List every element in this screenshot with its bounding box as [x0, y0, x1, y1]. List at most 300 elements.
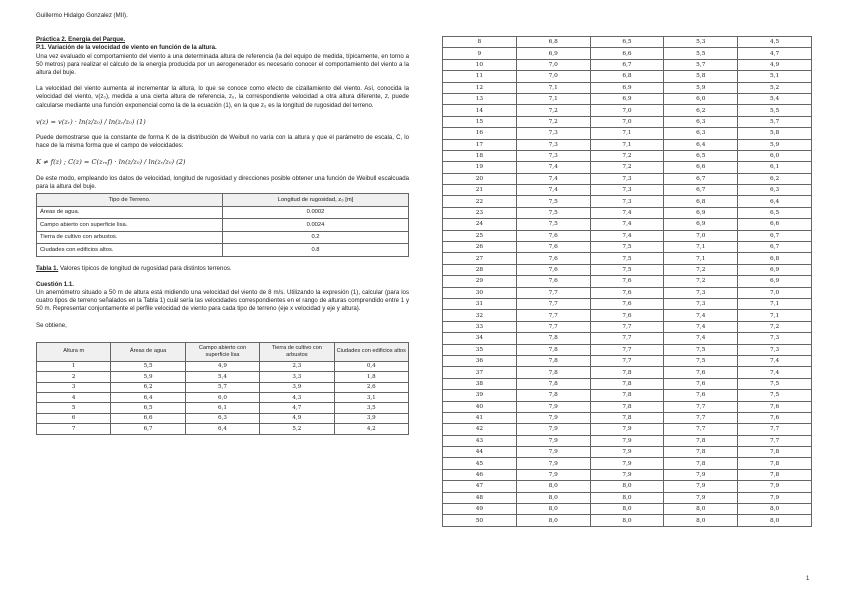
- velocity-cell: 7,6: [516, 230, 590, 241]
- height-cell: 24: [443, 219, 517, 230]
- velocity-cell: 7,8: [516, 378, 590, 389]
- terrain-cell: Tierra de cultivo con arbustos.: [37, 231, 223, 244]
- velocity-cell: 6,4: [111, 392, 185, 402]
- velocity-cell: 4,5: [738, 37, 812, 48]
- velocity-cell: 8,0: [664, 504, 738, 515]
- velocity-cell: 7,5: [664, 355, 738, 366]
- table-row: [37, 424, 409, 434]
- velocity-cell: 7,3: [516, 128, 590, 139]
- velocity-cell: 7,3: [664, 287, 738, 298]
- velocity-cell: 5,3: [664, 37, 738, 48]
- velocity-cell: 6,9: [664, 207, 738, 218]
- velocity-cell: 7,7: [738, 435, 812, 446]
- velocity-cell: 6,2: [111, 382, 185, 392]
- velocity-cell: 5,9: [111, 372, 185, 382]
- velocity-cell: 6,8: [664, 196, 738, 207]
- table-row: [443, 492, 812, 503]
- terrain-cell: Campo abierto con superficie lisa.: [37, 219, 223, 232]
- velocity-cell: 7,9: [516, 469, 590, 480]
- velocity-cell: 6,3: [185, 413, 259, 423]
- velocity-header-farmland: Tierra de cultivo con arbustos: [260, 342, 334, 361]
- height-cell: 44: [443, 447, 517, 458]
- velocity-cell: 7,1: [664, 242, 738, 253]
- velocity-cell: 2,6: [334, 382, 408, 392]
- velocity-cell: 7,8: [738, 469, 812, 480]
- velocity-cell: 7,8: [590, 390, 664, 401]
- velocity-cell: 7,0: [664, 230, 738, 241]
- height-cell: 10: [443, 59, 517, 70]
- height-cell: 6: [37, 413, 111, 423]
- formula-2: K ≠ f(z) ; C(z) = C(zᵣₑf) · ln(z/z₀) / ln(zᵣ/z₀) (2): [36, 158, 186, 167]
- table-row: [443, 253, 812, 264]
- velocity-cell: 6,6: [738, 219, 812, 230]
- height-cell: 14: [443, 105, 517, 116]
- velocity-cell: 4,9: [260, 413, 334, 423]
- velocity-cell: 7,7: [590, 321, 664, 332]
- velocity-cell: 6,9: [738, 264, 812, 275]
- table-row: [443, 150, 812, 161]
- height-cell: 9: [443, 48, 517, 59]
- velocity-cell: 7,9: [516, 412, 590, 423]
- velocity-cell: 7,5: [516, 219, 590, 230]
- right-column: [442, 36, 812, 527]
- velocity-cell: 4,7: [738, 48, 812, 59]
- table-row: [443, 412, 812, 423]
- velocity-cell: 8,0: [516, 492, 590, 503]
- velocity-cell: 7,9: [590, 447, 664, 458]
- height-cell: 8: [443, 37, 517, 48]
- caption-label: Tabla 1.: [36, 264, 59, 272]
- velocity-cell: 7,6: [590, 298, 664, 309]
- table-row: [37, 413, 409, 423]
- height-cell: 20: [443, 173, 517, 184]
- velocity-cell: 5,7: [738, 116, 812, 127]
- velocity-cell: 7,2: [516, 105, 590, 116]
- velocity-cell: 7,7: [516, 310, 590, 321]
- velocity-cell: 6,0: [185, 392, 259, 402]
- caption-text: Valores típicos de longitud de rugosidad para distintos terrenos.: [58, 264, 232, 272]
- height-cell: 43: [443, 435, 517, 446]
- velocity-cell: 7,7: [590, 344, 664, 355]
- roughness-header-terrain: Tipo de Terreno.: [37, 194, 223, 207]
- velocity-cell: 7,8: [590, 401, 664, 412]
- table-row: [443, 298, 812, 309]
- velocity-cell: 7,2: [516, 116, 590, 127]
- velocity-cell: 7,5: [590, 264, 664, 275]
- table-row: [443, 504, 812, 515]
- velocity-cell: 7,4: [664, 321, 738, 332]
- velocity-cell: 7,6: [516, 276, 590, 287]
- velocity-cell: 7,2: [590, 162, 664, 173]
- velocity-cell: 7,7: [590, 333, 664, 344]
- velocity-cell: 6,9: [664, 219, 738, 230]
- height-cell: 32: [443, 310, 517, 321]
- velocity-cell: 6,9: [590, 93, 664, 104]
- velocity-cell: 7,6: [590, 276, 664, 287]
- velocity-cell: 7,2: [664, 264, 738, 275]
- table-row: [443, 185, 812, 196]
- velocity-cell: 7,6: [516, 253, 590, 264]
- height-cell: 25: [443, 230, 517, 241]
- table-row: [443, 219, 812, 230]
- velocity-cell: 5,9: [664, 82, 738, 93]
- roughness-table: [36, 193, 409, 257]
- velocity-cell: 7,1: [590, 128, 664, 139]
- result-intro: Se obtiene,: [36, 321, 67, 329]
- velocity-cell: 6,3: [738, 185, 812, 196]
- velocity-cell: 7,0: [590, 105, 664, 116]
- velocity-cell: 7,7: [664, 401, 738, 412]
- subsection-title: P.1. Variación de la velocidad de viento en función de la altura.: [36, 44, 217, 52]
- velocity-cell: 5,8: [738, 128, 812, 139]
- velocity-cell: 6,7: [664, 185, 738, 196]
- velocity-cell: 7,2: [664, 276, 738, 287]
- velocity-cell: 7,9: [738, 492, 812, 503]
- velocity-table-part-1: [36, 342, 409, 435]
- velocity-cell: 7,4: [516, 173, 590, 184]
- velocity-cell: 8,0: [516, 515, 590, 526]
- height-cell: 45: [443, 458, 517, 469]
- height-cell: 31: [443, 298, 517, 309]
- formula-1: v(z) = v(zᵣ) · ln(z/z₀) / ln(zᵣ/z₀) (1): [36, 117, 146, 126]
- velocity-cell: 6,4: [185, 424, 259, 434]
- table-row: [443, 310, 812, 321]
- height-cell: 1: [37, 361, 111, 371]
- velocity-cell: 7,4: [664, 310, 738, 321]
- velocity-cell: 7,7: [664, 412, 738, 423]
- velocity-cell: 4,3: [260, 392, 334, 402]
- velocity-cell: 7,2: [590, 150, 664, 161]
- height-cell: 38: [443, 378, 517, 389]
- velocity-cell: 7,6: [590, 287, 664, 298]
- height-cell: 39: [443, 390, 517, 401]
- table-row: [443, 230, 812, 241]
- velocity-cell: 7,8: [590, 367, 664, 378]
- velocity-cell: 4,9: [185, 361, 259, 371]
- velocity-cell: 6,6: [111, 413, 185, 423]
- table-row: [443, 276, 812, 287]
- velocity-cell: 7,1: [590, 139, 664, 150]
- velocity-cell: 7,1: [516, 82, 590, 93]
- velocity-cell: 7,3: [590, 185, 664, 196]
- height-cell: 49: [443, 504, 517, 515]
- velocity-cell: 8,0: [590, 504, 664, 515]
- table-row: [37, 361, 409, 371]
- table-row: [443, 242, 812, 253]
- table-row: [443, 333, 812, 344]
- velocity-cell: 7,9: [738, 481, 812, 492]
- velocity-cell: 6,2: [738, 173, 812, 184]
- velocity-cell: 3,9: [260, 382, 334, 392]
- velocity-cell: 7,9: [664, 481, 738, 492]
- table-row: [443, 287, 812, 298]
- question-title: Cuestión 1.1.: [36, 280, 74, 288]
- velocity-header-open-field: Campo abierto con superficie lisa: [185, 342, 259, 361]
- velocity-cell: 7,3: [738, 333, 812, 344]
- roughness-cell: 0.0024: [223, 219, 409, 232]
- velocity-cell: 5,4: [738, 93, 812, 104]
- table-row: [443, 93, 812, 104]
- velocity-cell: 5,5: [738, 105, 812, 116]
- velocity-cell: 5,5: [111, 361, 185, 371]
- velocity-cell: 7,1: [738, 310, 812, 321]
- height-cell: 3: [37, 382, 111, 392]
- author-line: Guillermo Hidalgo Gonzalez (MII).: [36, 12, 128, 19]
- section-title: Práctica 2. Energía del Parque.: [36, 36, 126, 44]
- table-row: [443, 481, 812, 492]
- table-row: [443, 344, 812, 355]
- velocity-cell: 6,8: [738, 253, 812, 264]
- velocity-cell: 7,3: [590, 173, 664, 184]
- velocity-cell: 6,1: [738, 162, 812, 173]
- velocity-cell: 7,3: [516, 139, 590, 150]
- velocity-cell: 7,4: [590, 230, 664, 241]
- velocity-cell: 7,1: [516, 93, 590, 104]
- table-row: [37, 382, 409, 392]
- velocity-cell: 7,8: [516, 333, 590, 344]
- velocity-cell: 7,9: [590, 458, 664, 469]
- velocity-cell: 5,8: [664, 71, 738, 82]
- height-cell: 48: [443, 492, 517, 503]
- velocity-cell: 7,1: [664, 253, 738, 264]
- velocity-cell: 6,7: [590, 59, 664, 70]
- velocity-cell: 7,7: [516, 287, 590, 298]
- velocity-header-city: Ciudades con edificios altos: [334, 342, 408, 361]
- velocity-cell: 7,8: [738, 447, 812, 458]
- height-cell: 7: [37, 424, 111, 434]
- velocity-cell: 6,7: [111, 424, 185, 434]
- table-row: [443, 59, 812, 70]
- velocity-cell: 6,6: [664, 162, 738, 173]
- height-cell: 36: [443, 355, 517, 366]
- height-cell: 27: [443, 253, 517, 264]
- height-cell: 37: [443, 367, 517, 378]
- velocity-cell: 4,2: [334, 424, 408, 434]
- table-row: [443, 105, 812, 116]
- velocity-cell: 7,5: [590, 242, 664, 253]
- table-row: [443, 162, 812, 173]
- height-cell: 28: [443, 264, 517, 275]
- velocity-cell: 7,9: [664, 469, 738, 480]
- height-cell: 15: [443, 116, 517, 127]
- table-row: [37, 392, 409, 402]
- velocity-cell: 7,8: [516, 390, 590, 401]
- velocity-cell: 6,0: [738, 150, 812, 161]
- velocity-cell: 6,9: [590, 82, 664, 93]
- velocity-cell: 6,8: [590, 71, 664, 82]
- velocity-cell: 8,0: [738, 504, 812, 515]
- table-row: [443, 390, 812, 401]
- velocity-cell: 8,0: [738, 515, 812, 526]
- height-cell: 21: [443, 185, 517, 196]
- velocity-cell: 7,0: [516, 71, 590, 82]
- table-row: [443, 264, 812, 275]
- table-row: [443, 321, 812, 332]
- table-caption: [36, 265, 409, 273]
- table-row: [443, 82, 812, 93]
- velocity-cell: 7,4: [590, 219, 664, 230]
- table-row: [443, 116, 812, 127]
- velocity-cell: 7,6: [664, 390, 738, 401]
- height-cell: 29: [443, 276, 517, 287]
- height-cell: 17: [443, 139, 517, 150]
- table-row: [443, 435, 812, 446]
- velocity-cell: 5,2: [738, 82, 812, 93]
- table-row: [37, 206, 409, 219]
- velocity-cell: 7,5: [738, 390, 812, 401]
- velocity-cell: 6,5: [590, 37, 664, 48]
- table-row: [37, 219, 409, 232]
- velocity-cell: 6,2: [664, 105, 738, 116]
- table-row: [443, 48, 812, 59]
- velocity-cell: 6,0: [664, 93, 738, 104]
- velocity-cell: 3,3: [260, 372, 334, 382]
- velocity-cell: 7,0: [516, 59, 590, 70]
- velocity-cell: 6,9: [516, 48, 590, 59]
- velocity-cell: 8,0: [590, 515, 664, 526]
- height-cell: 5: [37, 403, 111, 413]
- velocity-cell: 6,6: [590, 48, 664, 59]
- velocity-cell: 6,4: [664, 139, 738, 150]
- velocity-cell: 7,5: [738, 378, 812, 389]
- velocity-cell: 7,4: [738, 355, 812, 366]
- table-row: [443, 207, 812, 218]
- velocity-cell: 7,8: [664, 458, 738, 469]
- velocity-cell: 3,5: [334, 403, 408, 413]
- velocity-cell: 7,9: [516, 424, 590, 435]
- velocity-cell: 2,3: [260, 361, 334, 371]
- velocity-cell: 7,4: [664, 333, 738, 344]
- velocity-cell: 7,4: [516, 162, 590, 173]
- roughness-cell: 0.8: [223, 244, 409, 257]
- method-paragraph: De este modo, empleando los datos de velocidad, longitud de rugosidad y direcciones posible obtener una función de Weibull escalcuada para la altura del buje.: [36, 174, 409, 190]
- velocity-cell: 7,3: [590, 196, 664, 207]
- table-row: [37, 372, 409, 382]
- velocity-cell: 5,9: [738, 139, 812, 150]
- height-cell: 19: [443, 162, 517, 173]
- velocity-cell: 7,3: [738, 344, 812, 355]
- velocity-cell: 8,0: [516, 504, 590, 515]
- velocity-cell: 5,5: [664, 48, 738, 59]
- velocity-cell: 7,9: [516, 447, 590, 458]
- roughness-header-length: Longitud de rugosidad, z₀ [m]: [223, 194, 409, 207]
- velocity-cell: 3,1: [334, 392, 408, 402]
- table-row: [37, 403, 409, 413]
- height-cell: 11: [443, 71, 517, 82]
- wind-paragraph: La velocidad del viento aumenta al incrementar la altura, lo que se conoce como efecto de cizallamiento del viento. Así, conocida la velocidad del viento, v(z₀), medida a una cierta altura de referencia, z₀, la correspondiente velocidad a otra altura diferente, z, puede calcularse mediante una función exponencial como la de la ecuación (1), en la que z₀ es la longitud de rugosidad del terreno.: [36, 85, 409, 109]
- roughness-cell: 0.0002: [223, 206, 409, 219]
- velocity-cell: 7,5: [516, 207, 590, 218]
- velocity-cell: 5,2: [260, 424, 334, 434]
- table-row: [443, 515, 812, 526]
- table-row: [443, 469, 812, 480]
- height-cell: 42: [443, 424, 517, 435]
- velocity-cell: 7,6: [516, 242, 590, 253]
- velocity-cell: 7,9: [590, 424, 664, 435]
- table-row: [443, 139, 812, 150]
- velocity-cell: 6,5: [664, 150, 738, 161]
- velocity-cell: 6,7: [738, 230, 812, 241]
- velocity-cell: 7,5: [590, 253, 664, 264]
- velocity-cell: 8,0: [664, 515, 738, 526]
- velocity-cell: 7,3: [516, 150, 590, 161]
- velocity-cell: 7,3: [664, 298, 738, 309]
- velocity-cell: 7,7: [738, 424, 812, 435]
- velocity-cell: 6,3: [664, 128, 738, 139]
- height-cell: 35: [443, 344, 517, 355]
- table-row: [37, 231, 409, 244]
- velocity-cell: 7,5: [516, 196, 590, 207]
- terrain-cell: Ciudades con edificios altos.: [37, 244, 223, 257]
- velocity-cell: 6,8: [516, 37, 590, 48]
- velocity-cell: 0,4: [334, 361, 408, 371]
- velocity-cell: 5,4: [185, 372, 259, 382]
- height-cell: 23: [443, 207, 517, 218]
- table-row: [443, 401, 812, 412]
- velocity-cell: 7,9: [516, 401, 590, 412]
- velocity-cell: 8,0: [590, 481, 664, 492]
- velocity-cell: 5,7: [664, 59, 738, 70]
- table-row: [37, 244, 409, 257]
- velocity-cell: 7,7: [664, 424, 738, 435]
- terrain-cell: Áreas de agua.: [37, 206, 223, 219]
- height-cell: 34: [443, 333, 517, 344]
- velocity-cell: 7,9: [590, 435, 664, 446]
- table-row: [443, 355, 812, 366]
- question-text: Un anemómetro situado a 50 m de altura está midiendo una velocidad del viento de 8 m/s. Utilizando la expresión (1), calcular (para los cuatro tipos de terreno señalados en la Tabla 1) cuál sería las velocidades correspondientes en el rango de alturas comprendido entre 1 y 50 m. Representar conjuntamente el perfile velocidad de viento para cada tipo de terreno (eje x velocidad y eje y altura).: [36, 288, 409, 313]
- table-row: [443, 173, 812, 184]
- height-cell: 50: [443, 515, 517, 526]
- velocity-cell: 6,7: [664, 173, 738, 184]
- velocity-cell: 7,7: [590, 355, 664, 366]
- velocity-header-water: Áreas de agua: [111, 342, 185, 361]
- height-cell: 47: [443, 481, 517, 492]
- velocity-cell: 7,8: [664, 447, 738, 458]
- velocity-cell: 7,2: [738, 321, 812, 332]
- velocity-cell: 7,8: [590, 378, 664, 389]
- velocity-cell: 8,0: [516, 481, 590, 492]
- velocity-cell: 6,5: [738, 207, 812, 218]
- height-cell: 40: [443, 401, 517, 412]
- height-cell: 46: [443, 469, 517, 480]
- height-cell: 18: [443, 150, 517, 161]
- velocity-cell: 7,9: [664, 492, 738, 503]
- velocity-cell: 7,4: [590, 207, 664, 218]
- velocity-cell: 7,6: [516, 264, 590, 275]
- table-row: [443, 37, 812, 48]
- velocity-cell: 7,8: [590, 412, 664, 423]
- weibull-paragraph: Puede demostrarse que la constante de forma K de la distribución de Weibull no varía con la altura y que el parámetro de escala, C, lo hace de la misma forma que el campo de velocidades:: [36, 134, 409, 150]
- height-cell: 22: [443, 196, 517, 207]
- velocity-cell: 7,6: [664, 378, 738, 389]
- velocity-cell: 8,0: [590, 492, 664, 503]
- height-cell: 2: [37, 372, 111, 382]
- velocity-header-height: Altura m: [37, 342, 111, 361]
- velocity-cell: 7,8: [516, 355, 590, 366]
- height-cell: 41: [443, 412, 517, 423]
- velocity-cell: 7,1: [738, 298, 812, 309]
- velocity-cell: 5,7: [185, 382, 259, 392]
- velocity-table-part-2: [442, 36, 812, 527]
- table-row: [443, 196, 812, 207]
- roughness-cell: 0.2: [223, 231, 409, 244]
- height-cell: 16: [443, 128, 517, 139]
- velocity-cell: 7,8: [516, 367, 590, 378]
- velocity-cell: 7,9: [516, 435, 590, 446]
- velocity-cell: 6,1: [185, 403, 259, 413]
- page-number: 1: [806, 576, 810, 582]
- height-cell: 26: [443, 242, 517, 253]
